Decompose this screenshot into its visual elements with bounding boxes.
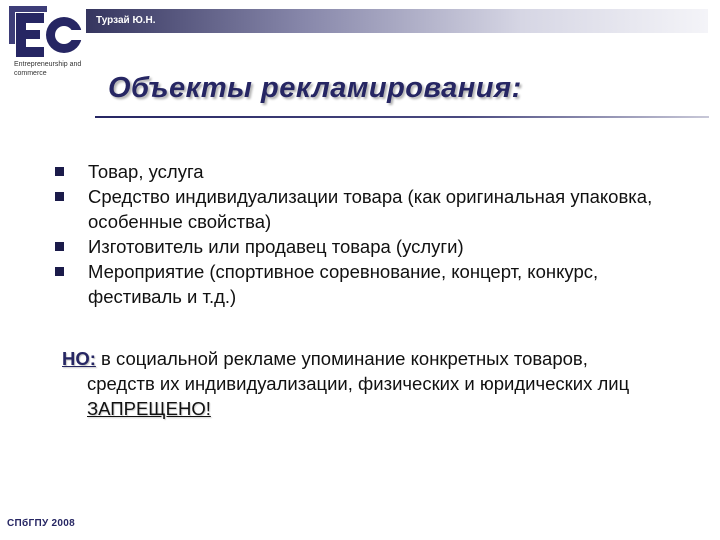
- list-item-text: Средство индивидуализации товара (как оригинальная упаковка, особенные свойства): [88, 186, 653, 232]
- list-item: [55, 234, 695, 259]
- square-bullet-icon: [55, 167, 64, 176]
- note-emphasis: ЗАПРЕЩЕНО!: [87, 398, 211, 419]
- list-item-text: Изготовитель или продавец товара (услуги): [88, 236, 464, 257]
- logo-corner-bar: [9, 6, 47, 12]
- square-bullet-icon: [55, 242, 64, 251]
- logo-caption: Entrepreneurship and commerce: [14, 61, 82, 77]
- logo-letter-e: [16, 13, 46, 57]
- author-name: Турзай Ю.Н.: [96, 15, 156, 26]
- list-item: [55, 159, 695, 184]
- slide-title: Объекты рекламирования:: [108, 72, 522, 104]
- logo-letter-c: [46, 17, 82, 53]
- square-bullet-icon: [55, 267, 64, 276]
- list-item-text: Товар, услуга: [88, 161, 204, 182]
- note-line-1: в социальной рекламе упоминание конкретных товаров,: [95, 348, 588, 369]
- title-divider: [95, 116, 709, 118]
- list-item-text: Мероприятие (спортивное соревнование, концерт, конкурс, фестиваль и т.д.): [88, 261, 599, 307]
- list-item: [55, 184, 695, 234]
- footer-text: СПбГПУ 2008: [7, 518, 75, 529]
- warning-note: [62, 346, 702, 421]
- square-bullet-icon: [55, 192, 64, 201]
- list-item: [55, 259, 695, 309]
- header-bar: [86, 9, 708, 33]
- note-line-2: средств их индивидуализации, физических и юридических лиц: [87, 373, 630, 394]
- ec-logo: [16, 13, 78, 57]
- note-label: НО:: [62, 348, 96, 369]
- bullet-list: [55, 159, 695, 309]
